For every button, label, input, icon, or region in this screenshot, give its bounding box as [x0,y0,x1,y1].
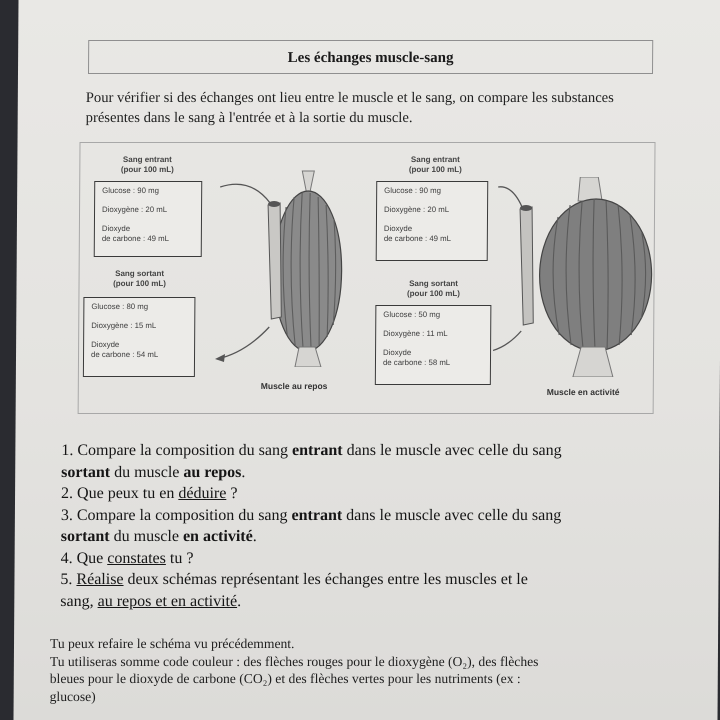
caption-line: Sang entrant [410,155,460,164]
page-title: Les échanges muscle-sang [88,40,653,74]
dioxygen-value: Dioxygène : 15 mL [91,321,157,330]
rest-muscle-label: Muscle au repos [260,381,328,391]
glucose-value: Glucose : 90 mg [384,186,441,195]
q1-text: du muscle [110,463,184,481]
dioxygen-value: Dioxygène : 11 mL [383,329,448,338]
rest-sortant-box [83,297,196,377]
caption-line: Sang sortant [409,279,459,288]
glucose-value: Glucose : 80 mg [91,302,149,311]
co2-label: Dioxyde [383,348,412,357]
caption-line: Sang entrant [122,155,172,164]
active-entrant-caption [400,155,470,175]
note-line: Tu utiliseras somme code couleur : des flèches rouges pour le dioxygène (O₂), des flèches [49,653,539,669]
questions-list [60,440,681,612]
q1-emph: au repos [183,463,242,481]
q3-text: du muscle [109,528,184,545]
q4-text: 4. Que [60,549,108,567]
q3-text: dans le muscle avec celle du sang [342,506,562,524]
rest-entrant-box [94,181,203,257]
caption-line: (pour 100 mL) [406,289,460,298]
q5-text: deux schémas représentant les échanges entre les muscles et le [123,571,528,588]
question-5 [60,569,680,612]
q3-text: 3. Compare la composition du sang [60,506,292,524]
co2-value: de carbone : 54 mL [91,350,159,359]
co2-value: de carbone : 49 mL [101,234,170,243]
caption-line: Sang sortant [115,269,165,278]
q5-text: sang, [60,592,98,610]
rest-entrant-caption [112,155,182,175]
q1-text: dans le muscle avec celle du sang [342,442,562,459]
q2-text: 2. Que peux tu en [61,485,179,502]
q1-text: 1. Compare la composition du sang [61,442,293,459]
active-muscle-illustration [493,177,664,377]
co2-label: Dioxyde [91,340,120,349]
active-entrant-box [376,181,489,261]
q5-emph: au repos et en activité [97,592,238,610]
q5-text: . [237,592,242,610]
resting-muscle-illustration [209,167,370,367]
instructions-note [50,635,670,705]
question-4 [61,548,681,570]
q4-emph: constates [107,549,166,567]
active-muscle-label: Muscle en activité [546,387,620,397]
dioxygen-value: Dioxygène : 20 mL [384,205,450,214]
rest-sortant-caption [104,269,174,289]
q2-text: ? [226,485,238,502]
intro-paragraph: Pour vérifier si des échanges ont lieu entre le muscle et le sang, on compare les substances présentes dans le sang à l'entrée et à la sortie du muscle. [85,90,614,126]
question-3 [61,505,681,548]
note-line: Tu peux refaire le schéma vu précédemment. [49,636,295,651]
q3-emph: sortant [60,528,110,545]
co2-label: Dioxyde [101,224,131,233]
q3-emph: entrant [291,506,343,524]
q5-text: 5. [60,571,77,588]
worksheet-page [13,0,720,720]
q3-emph: en activité [182,528,253,545]
co2-value: de carbone : 49 mL [383,234,452,243]
active-sortant-box [375,305,492,385]
question-1 [61,440,681,483]
caption-line: (pour 100 mL) [120,165,174,174]
q1-text: . [241,463,246,481]
dioxygen-value: Dioxygène : 20 mL [102,205,168,214]
active-sortant-caption [397,279,469,299]
q3-text: . [252,528,257,545]
q4-text: tu ? [165,549,194,567]
caption-line: (pour 100 mL) [113,279,167,288]
q1-emph: sortant [61,463,111,481]
note-line: bleues pour le dioxyde de carbone (CO₂) et des flèches vertes pour les nutriments (ex : [49,671,521,686]
note-line: glucose) [49,688,96,704]
glucose-value: Glucose : 50 mg [383,310,441,319]
co2-label: Dioxyde [383,224,413,233]
exchange-figure [78,142,656,414]
glucose-value: Glucose : 90 mg [102,186,159,195]
caption-line: (pour 100 mL) [408,165,462,174]
q5-emph: Réalise [76,571,124,588]
q1-emph: entrant [291,442,343,459]
question-2 [61,483,681,505]
q2-emph: déduire [178,485,227,502]
co2-value: de carbone : 58 mL [382,358,451,367]
